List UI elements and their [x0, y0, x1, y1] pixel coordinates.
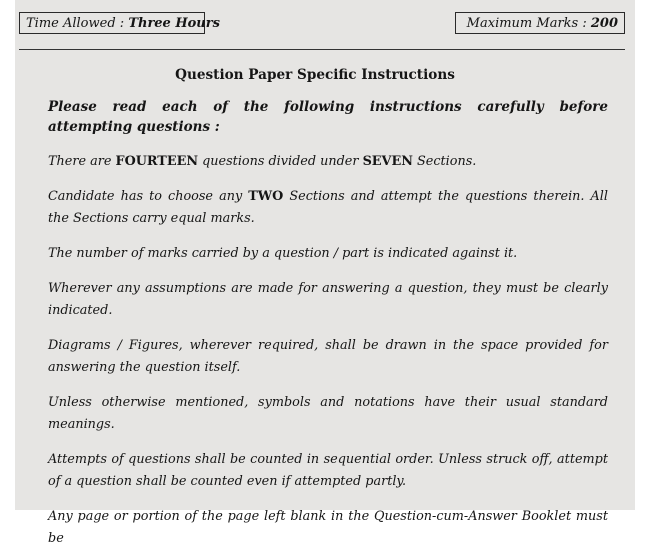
instruction-text: Sections and attempt the questions therein. All the Sections carry equal marks.: [48, 189, 608, 226]
paper-header: [15, 0, 635, 50]
time-allowed-box: [19, 12, 220, 34]
instructions-list: [15, 97, 635, 550]
instruction-text: questions divided under: [198, 154, 363, 169]
question-paper-page: [15, 0, 635, 546]
instruction-item: Unless otherwise mentioned, symbols and notations have their usual standard meanings.: [48, 395, 608, 432]
instruction-item: The number of marks carried by a question / part is indicated against it.: [48, 246, 518, 261]
instruction-text: Candidate has to choose any: [48, 189, 249, 204]
instruction-item: Diagrams / Figures, wherever required, shall be drawn in the space provided for answering the question itself.: [48, 338, 608, 375]
header-divider: [19, 49, 625, 50]
instruction-item: [48, 186, 608, 230]
instruction-item: Any page or portion of the page left blank in the Question-cum-Answer Booklet must be: [48, 509, 608, 546]
instruction-text: Sections.: [412, 154, 477, 169]
maximum-marks-box: [455, 12, 625, 34]
time-allowed-label: Time Allowed :: [26, 16, 129, 31]
maximum-marks-value: 200: [590, 16, 618, 31]
instructions-intro: Please read each of the following instructions carefully before attempting questions :: [48, 99, 608, 135]
instruction-emphasis: SEVEN: [362, 154, 413, 169]
instruction-item: Wherever any assumptions are made for answering a question, they must be clearly indicated.: [48, 281, 608, 318]
instruction-emphasis: TWO: [248, 189, 284, 204]
maximum-marks-label: Maximum Marks :: [466, 16, 591, 31]
instruction-item: [48, 151, 608, 173]
instruction-text: There are: [48, 154, 116, 169]
instruction-item: Attempts of questions shall be counted in sequential order. Unless struck off, attempt of a question shall be counted even if attempted partly.: [48, 452, 608, 489]
time-allowed-value: Three Hours: [128, 16, 220, 31]
page-title: Question Paper Specific Instructions: [175, 67, 455, 83]
instruction-emphasis: FOURTEEN: [115, 154, 199, 169]
